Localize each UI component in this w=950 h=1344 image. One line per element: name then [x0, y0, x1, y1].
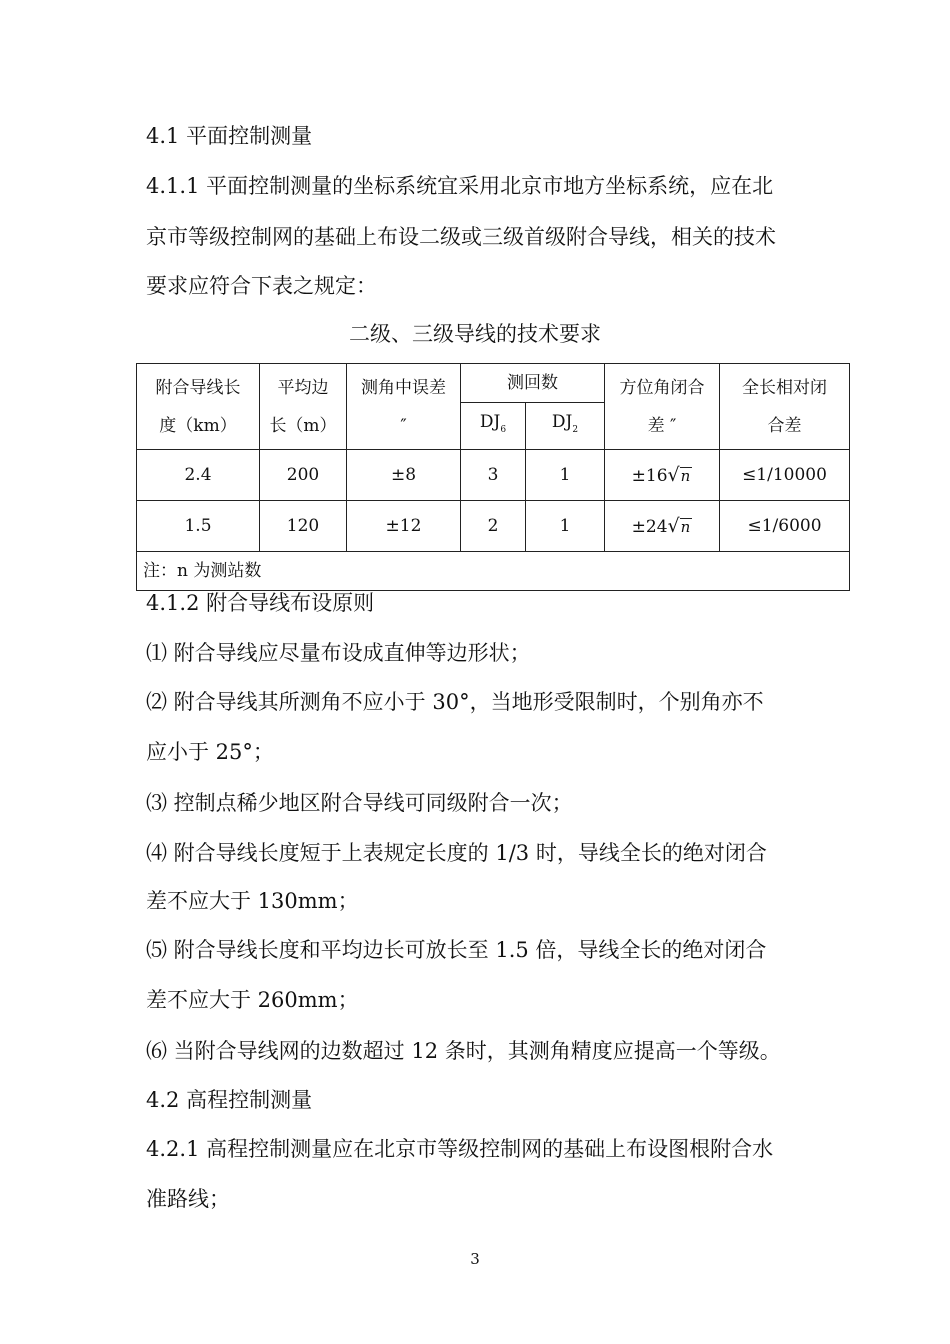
header-relative-line1: 全长相对闭	[742, 377, 827, 398]
header-angle-line1: 测角中误差	[361, 377, 446, 398]
cell-dj6: 3	[461, 450, 526, 501]
header-dj6-label: DJ	[479, 412, 501, 432]
header-rounds: 测回数	[461, 364, 605, 403]
section-heading-4-2: 4.2 高程控制测量	[146, 1088, 313, 1112]
cell-length: 1.5	[137, 501, 260, 552]
list-item-5-line2: 差不应大于 260mm；	[146, 988, 359, 1012]
traverse-spec-table	[136, 363, 850, 591]
list-item-2-line1: ⑵ 附合导线其所测角不应小于 30°，当地形受限制时，个别角亦不	[146, 690, 764, 714]
paragraph-4-2-1-line1: 4.2.1 高程控制测量应在北京市等级控制网的基础上布设图根附合水	[146, 1137, 774, 1161]
header-dj2-label: DJ	[551, 412, 573, 432]
table-row	[137, 450, 850, 501]
cell-dj2: 1	[526, 450, 605, 501]
cell-dj6: 2	[461, 501, 526, 552]
header-avg-side	[260, 364, 347, 450]
list-item-5-line1: ⑸ 附合导线长度和平均边长可放长至 1.5 倍，导线全长的绝对闭合	[146, 938, 767, 962]
header-dj2-sub: 2	[572, 425, 579, 435]
azimuth-coefficient: ±16	[631, 465, 668, 486]
header-dj2	[526, 403, 605, 450]
header-avg-line2: 长（m）	[269, 415, 337, 436]
paragraph-4-1-1-line1: 4.1.1 平面控制测量的坐标系统宜采用北京市地方坐标系统，应在北	[146, 174, 774, 198]
header-azimuth-line1: 方位角闭合	[619, 377, 705, 398]
table-header-row	[137, 364, 850, 403]
list-item-4-line1: ⑷ 附合导线长度短于上表规定长度的 1/3 时，导线全长的绝对闭合	[146, 841, 767, 865]
cell-azimuth	[605, 450, 720, 501]
sqrt-variable: n	[680, 466, 691, 485]
header-dj6-sub: 6	[500, 425, 507, 435]
cell-avg: 200	[260, 450, 347, 501]
cell-avg: 120	[260, 501, 347, 552]
list-item-3: ⑶ 控制点稀少地区附合导线可同级附合一次；	[146, 791, 573, 815]
header-relative-line2: 合差	[767, 415, 802, 436]
list-item-1: ⑴ 附合导线应尽量布设成直伸等边形状；	[146, 641, 531, 665]
list-item-4-line2: 差不应大于 130mm；	[146, 889, 359, 913]
cell-length: 2.4	[137, 450, 260, 501]
sqrt-icon: √	[667, 514, 680, 537]
list-item-2-line2: 应小于 25°；	[146, 740, 274, 764]
header-azimuth-line2: 差 ″	[647, 415, 677, 436]
paragraph-4-1-2-heading: 4.1.2 附合导线布设原则	[146, 591, 375, 615]
section-heading-4-1: 4.1 平面控制测量	[146, 124, 313, 148]
paragraph-4-1-1-line2: 京市等级控制网的基础上布设二级或三级首级附合导线，相关的技术	[146, 225, 776, 249]
cell-relative: ≤1/10000	[720, 450, 850, 501]
sqrt-icon: √	[667, 463, 680, 486]
header-azimuth	[605, 364, 720, 450]
cell-angle: ±12	[347, 501, 461, 552]
header-dj6	[461, 403, 526, 450]
paragraph-4-1-1-line3: 要求应符合下表之规定：	[146, 274, 377, 298]
cell-angle: ±8	[347, 450, 461, 501]
azimuth-coefficient: ±24	[631, 516, 668, 537]
header-avg-line1: 平均边	[277, 377, 329, 398]
table-note-row	[137, 552, 850, 591]
table-row	[137, 501, 850, 552]
header-length-line2: 度（km）	[159, 415, 237, 436]
list-item-6: ⑹ 当附合导线网的边数超过 12 条时，其测角精度应提高一个等级。	[146, 1039, 781, 1063]
table-caption: 二级、三级导线的技术要求	[349, 322, 601, 346]
cell-relative: ≤1/6000	[720, 501, 850, 552]
table-note: 注：n 为测站数	[137, 552, 850, 591]
sqrt-variable: n	[680, 517, 691, 536]
header-length	[137, 364, 260, 450]
cell-azimuth	[605, 501, 720, 552]
header-relative	[720, 364, 850, 450]
header-angle-error	[347, 364, 461, 450]
header-angle-line2: ″	[400, 415, 407, 436]
page-number: 3	[470, 1250, 480, 1268]
paragraph-4-2-1-line2: 准路线；	[146, 1187, 230, 1211]
header-length-line1: 附合导线长	[155, 377, 241, 398]
cell-dj2: 1	[526, 501, 605, 552]
